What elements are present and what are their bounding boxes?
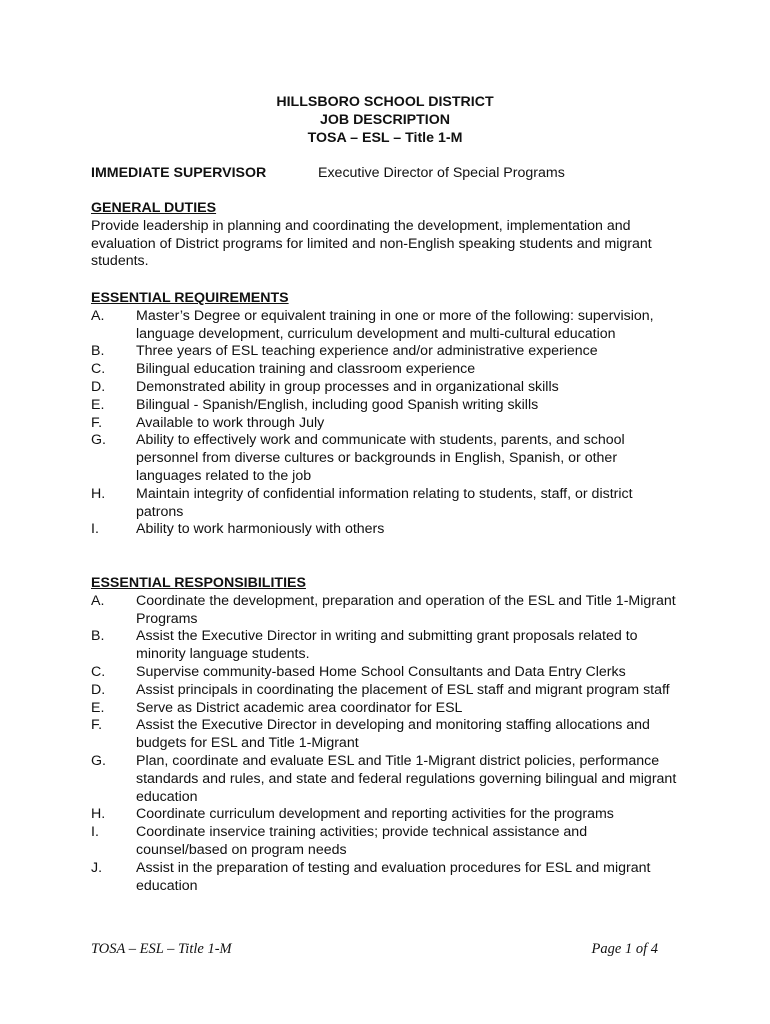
supervisor-label: IMMEDIATE SUPERVISOR xyxy=(91,165,267,181)
item-letter: I. xyxy=(91,824,99,841)
responsibility-item xyxy=(91,593,681,629)
item-letter: A. xyxy=(91,307,105,324)
item-letter: J. xyxy=(91,859,103,876)
item-letter: E. xyxy=(91,699,105,716)
responsibility-item xyxy=(91,824,681,860)
item-text: Coordinate inservice training activities; provide technical assistance and counsel/based on program needs xyxy=(136,824,588,858)
responsibility-item xyxy=(91,860,681,896)
item-text: Plan, coordinate and evaluate ESL and Title 1-Migrant district policies, performance standards and rules, and state and federal regulations governing bilingual and migrant education xyxy=(136,752,677,805)
footer-title: TOSA – ESL – Title 1-M xyxy=(91,941,232,957)
responsibility-item xyxy=(91,664,681,682)
responsibility-item xyxy=(91,628,681,664)
general-duties-section xyxy=(91,200,681,271)
responsibility-item xyxy=(91,806,681,824)
item-text: Available to work through July xyxy=(136,414,325,431)
immediate-supervisor-row xyxy=(91,165,691,183)
requirement-item xyxy=(91,432,681,485)
responsibility-item xyxy=(91,717,681,753)
item-text: Ability to effectively work and communicate with students, parents, and school personnel from diverse cultures or backgrounds in English, Spanish, or other languages related to the job xyxy=(136,432,625,484)
item-text: Demonstrated ability in group processes and in organizational skills xyxy=(136,378,559,395)
item-letter: B. xyxy=(91,628,105,645)
document-header xyxy=(0,94,770,147)
essential-responsibilities-title: ESSENTIAL RESPONSIBILITIES xyxy=(91,575,306,591)
item-text: Bilingual education training and classroom experience xyxy=(136,361,476,378)
item-text: Coordinate curriculum development and reporting activities for the programs xyxy=(136,806,614,823)
requirement-item xyxy=(91,379,681,397)
essential-requirements-section xyxy=(91,290,681,539)
item-text: Serve as District academic area coordinator for ESL xyxy=(136,699,463,716)
responsibility-item xyxy=(91,700,681,718)
item-letter: F. xyxy=(91,717,103,734)
item-letter: H. xyxy=(91,806,106,823)
requirement-item xyxy=(91,361,681,379)
item-letter: F. xyxy=(91,414,103,431)
item-text: Supervise community-based Home School Consultants and Data Entry Clerks xyxy=(136,663,626,680)
item-letter: I. xyxy=(91,521,99,538)
page-number: Page 1 of 4 xyxy=(591,941,658,957)
item-text: Ability to work harmoniously with others xyxy=(136,521,385,538)
item-letter: C. xyxy=(91,361,106,378)
item-text: Bilingual - Spanish/English, including good Spanish writing skills xyxy=(136,396,539,413)
district-name: HILLSBORO SCHOOL DISTRICT xyxy=(276,94,494,110)
position-title: TOSA – ESL – Title 1-M xyxy=(307,129,463,146)
essential-responsibilities-section xyxy=(91,575,681,895)
item-letter: H. xyxy=(91,485,106,502)
supervisor-value: Executive Director of Special Programs xyxy=(318,165,565,181)
essential-requirements-title: ESSENTIAL REQUIREMENTS xyxy=(91,290,289,306)
item-text: Assist in the preparation of testing and evaluation procedures for ESL and migrant education xyxy=(136,859,651,894)
item-text: Assist the Executive Director in writing and submitting grant proposals related to minority language students. xyxy=(136,628,638,663)
item-text: Master’s Degree or equivalent training in one or more of the following: supervision, language development, curriculum development and multi-cultural education xyxy=(136,307,654,342)
document-type: JOB DESCRIPTION xyxy=(319,111,451,128)
requirement-item xyxy=(91,486,681,522)
page-footer xyxy=(91,941,658,959)
item-letter: G. xyxy=(91,432,106,449)
requirement-item xyxy=(91,415,681,433)
item-letter: C. xyxy=(91,663,106,680)
requirement-item xyxy=(91,308,681,344)
requirement-item xyxy=(91,521,681,539)
responsibility-item xyxy=(91,682,681,700)
item-letter: B. xyxy=(91,343,105,360)
item-text: Maintain integrity of confidential information relating to students, staff, or district patrons xyxy=(136,485,633,520)
requirement-item xyxy=(91,343,681,361)
item-letter: D. xyxy=(91,681,106,698)
item-letter: A. xyxy=(91,592,105,609)
item-text: Assist principals in coordinating the placement of ESL staff and migrant program staff xyxy=(136,681,670,698)
item-text: Assist the Executive Director in developing and monitoring staffing allocations and budgets for ESL and Title 1-Migrant xyxy=(136,717,650,752)
item-letter: D. xyxy=(91,378,106,395)
general-duties-title: GENERAL DUTIES xyxy=(91,200,217,216)
item-letter: G. xyxy=(91,752,106,769)
requirement-item xyxy=(91,397,681,415)
responsibility-item xyxy=(91,753,681,806)
item-letter: E. xyxy=(91,396,105,413)
item-text: Coordinate the development, preparation and operation of the ESL and Title 1-Migrant Programs xyxy=(136,592,676,627)
general-duties-text: Provide leadership in planning and coordinating the development, implementation and evaluation of District programs for limited and non-English speaking students and migrant students. xyxy=(91,217,652,270)
item-text: Three years of ESL teaching experience and/or administrative experience xyxy=(136,343,598,360)
